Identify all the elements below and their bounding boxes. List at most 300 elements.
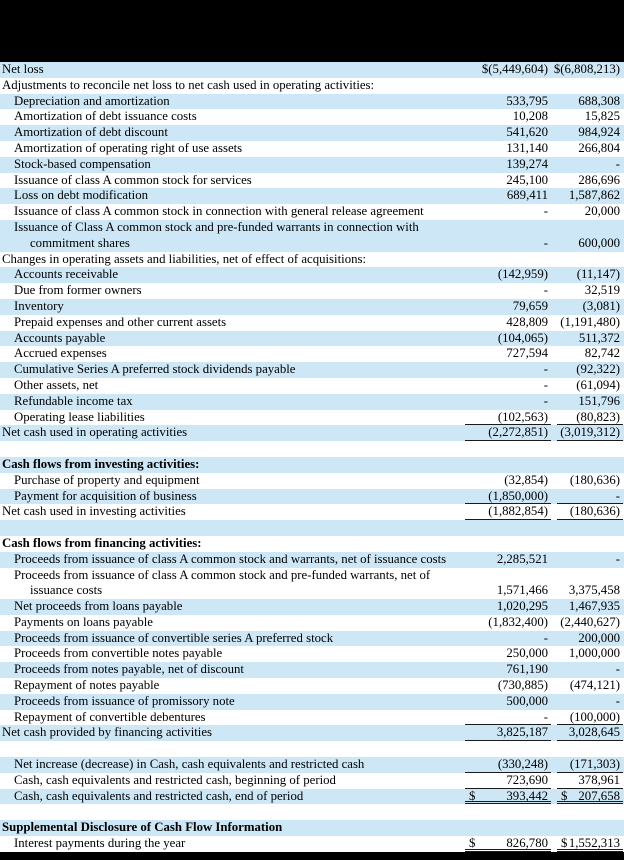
table-row xyxy=(0,331,624,347)
value-cell-c1 xyxy=(465,789,551,805)
value-cell-c2 xyxy=(557,188,623,204)
table-row xyxy=(0,694,624,710)
value-cell-c2 xyxy=(557,394,623,410)
value-text: (2,272,851) xyxy=(488,425,548,440)
value-cell-c2 xyxy=(557,710,623,726)
row-label-line1: Cumulative Series A preferred stock dividends payable xyxy=(14,362,296,377)
row-label-line1: Net cash used in investing activities xyxy=(2,504,186,519)
row-label-line1: Proceeds from issuance of class A common stock and pre-funded warrants, net of xyxy=(14,567,431,582)
row-label xyxy=(0,520,463,536)
row-label-line1: Accounts receivable xyxy=(14,267,119,282)
value-text: - xyxy=(615,488,620,503)
value-cell-c1 xyxy=(465,425,551,441)
value-text: - xyxy=(543,630,548,645)
row-label-line1: Stock-based compensation xyxy=(14,156,151,171)
value-text: (180,636) xyxy=(569,472,620,487)
value-text: $(6,808,213) xyxy=(553,62,620,76)
value-text: 541,620 xyxy=(506,125,548,140)
row-label-line1: Due from former owners xyxy=(14,283,142,298)
row-label-line1: Loss on debt modification xyxy=(14,188,148,203)
value-text: (1,882,854) xyxy=(488,504,548,519)
value-cell-c2 xyxy=(557,252,623,268)
value-cell-c2 xyxy=(557,599,623,615)
value-text: (171,303) xyxy=(569,757,620,772)
row-label-line1: Proceeds from issuance of class A common stock and warrants, net of issuance costs xyxy=(14,551,447,566)
row-label-line1: Operating lease liabilities xyxy=(14,409,145,424)
row-label xyxy=(0,694,463,710)
value-text: 79,659 xyxy=(512,298,548,313)
row-label xyxy=(0,568,463,600)
table-row xyxy=(0,678,624,694)
value-cell-c2 xyxy=(557,820,623,836)
value-cell-c1 xyxy=(465,109,551,125)
value-text: (330,248) xyxy=(497,757,548,772)
value-cell-c1 xyxy=(465,662,551,678)
value-cell-c2 xyxy=(557,583,623,599)
value-cell-c1 xyxy=(465,536,551,552)
spacer-row xyxy=(0,520,624,536)
value-text: (2,440,627) xyxy=(560,614,620,629)
value-cell-c2 xyxy=(557,836,623,852)
value-text: 533,795 xyxy=(506,93,548,108)
value-cell-c2 xyxy=(557,678,623,694)
value-text: - xyxy=(543,235,548,250)
value-cell-c2 xyxy=(557,331,623,347)
value-cell-c1 xyxy=(465,204,551,220)
value-text: 151,796 xyxy=(578,393,620,408)
value-text: 3,375,458 xyxy=(568,583,620,598)
table-row xyxy=(0,94,624,110)
value-cell-c2 xyxy=(557,157,623,173)
value-cell-c2 xyxy=(557,299,623,315)
value-text: (1,850,000) xyxy=(488,488,548,503)
row-label-line1: Net increase (decrease) in Cash, cash equivalents and restricted cash xyxy=(14,757,365,772)
row-label-line1: Issuance of class A common stock in connection with general release agreement xyxy=(14,204,424,219)
value-text: 1,587,862 xyxy=(568,188,620,203)
value-text: (180,636) xyxy=(569,504,620,519)
row-label xyxy=(0,299,463,315)
row-label xyxy=(0,457,463,473)
table-row xyxy=(0,568,624,600)
value-text: (142,959) xyxy=(497,267,548,282)
row-label-line1: Net loss xyxy=(2,62,44,76)
row-label xyxy=(0,141,463,157)
row-label-line1: Changes in operating assets and liabilities, net of effect of acquisitions: xyxy=(2,251,367,266)
value-text: - xyxy=(615,551,620,566)
value-text: 266,804 xyxy=(578,140,620,155)
value-cell-c2 xyxy=(553,62,623,78)
table-row xyxy=(0,425,624,441)
row-label xyxy=(0,710,463,726)
value-cell-c1 xyxy=(465,157,551,173)
value-cell-c1 xyxy=(465,173,551,189)
row-label-line1: Amortization of debt issuance costs xyxy=(14,109,197,124)
value-cell-c1 xyxy=(465,331,551,347)
row-label-line1: Amortization of operating right of use assets xyxy=(14,140,243,155)
value-cell-c1 xyxy=(465,299,551,315)
table-row xyxy=(0,631,624,647)
value-cell-c1 xyxy=(465,378,551,394)
value-cell-c2 xyxy=(557,489,623,505)
row-label-line1: Proceeds from issuance of promissory note xyxy=(14,693,235,708)
row-label xyxy=(0,267,463,283)
value-text: - xyxy=(543,283,548,298)
value-text: (32,854) xyxy=(504,472,548,487)
value-cell-c1 xyxy=(465,346,551,362)
value-text: 1,552,313 xyxy=(568,836,620,851)
dollar-sign: $ xyxy=(469,836,476,851)
value-cell-c2 xyxy=(557,141,623,157)
spacer-row xyxy=(0,741,624,757)
value-text: (474,121) xyxy=(569,678,620,693)
value-text: - xyxy=(615,693,620,708)
value-text: 727,594 xyxy=(506,346,548,361)
table-row xyxy=(0,346,624,362)
value-cell-c2 xyxy=(557,757,623,773)
value-text: 600,000 xyxy=(578,235,620,250)
row-label-line1: Amortization of debt discount xyxy=(14,125,168,140)
table-row xyxy=(0,188,624,204)
value-cell-c1 xyxy=(465,62,551,78)
value-text: - xyxy=(543,362,548,377)
value-text: 3,825,187 xyxy=(496,725,548,740)
value-cell-c2 xyxy=(557,236,623,252)
value-text: 250,000 xyxy=(506,646,548,661)
value-text: 723,690 xyxy=(506,772,548,787)
value-text: 1,467,935 xyxy=(568,599,620,614)
row-label xyxy=(0,820,463,836)
value-text: - xyxy=(543,393,548,408)
value-cell-c2 xyxy=(557,425,623,441)
row-label xyxy=(0,489,463,505)
row-label-line1: Issuance of Class A common stock and pre-funded warrants in connection with xyxy=(14,219,419,234)
value-text: - xyxy=(543,709,548,724)
value-cell-c1 xyxy=(465,694,551,710)
table-row xyxy=(0,315,624,331)
row-label-line1: Issuance of class A common stock for services xyxy=(14,172,252,187)
row-label xyxy=(0,78,463,94)
value-cell-c1 xyxy=(465,441,551,457)
table-row xyxy=(0,410,624,426)
value-text: 1,020,295 xyxy=(496,599,548,614)
row-label xyxy=(0,188,463,204)
row-label-line1: Interest payments during the year xyxy=(14,836,186,851)
row-label xyxy=(0,331,463,347)
row-label xyxy=(0,283,463,299)
row-label xyxy=(0,504,463,520)
value-cell-c1 xyxy=(465,236,551,252)
value-cell-c1 xyxy=(465,836,551,852)
value-cell-c2 xyxy=(557,615,623,631)
value-cell-c2 xyxy=(557,773,623,789)
value-cell-c2 xyxy=(557,125,623,141)
value-cell-c2 xyxy=(557,552,623,568)
value-text: 10,208 xyxy=(512,109,548,124)
value-cell-c2 xyxy=(557,457,623,473)
value-cell-c1 xyxy=(465,410,551,426)
row-label xyxy=(0,220,463,252)
row-label xyxy=(0,109,463,125)
value-text: 139,274 xyxy=(506,156,548,171)
row-label-line1: Payments on loans payable xyxy=(14,614,153,629)
row-label-line1: Refundable income tax xyxy=(14,393,133,408)
spacer-row xyxy=(0,804,624,820)
value-cell-c2 xyxy=(557,520,623,536)
value-cell-c2 xyxy=(557,662,623,678)
table-row xyxy=(0,552,624,568)
value-text: 2,285,521 xyxy=(496,551,548,566)
value-cell-c2 xyxy=(557,694,623,710)
cash-flow-table xyxy=(0,62,624,852)
value-text: 131,140 xyxy=(506,140,548,155)
value-text: $(5,449,604) xyxy=(481,62,548,76)
value-cell-c1 xyxy=(465,394,551,410)
value-cell-c1 xyxy=(465,583,551,599)
value-text: 32,519 xyxy=(584,283,620,298)
value-text: 1,000,000 xyxy=(568,646,620,661)
value-cell-c1 xyxy=(465,283,551,299)
row-label-line1: Cash flows from financing activities: xyxy=(2,535,202,550)
row-label-line2: commitment shares xyxy=(30,235,130,250)
value-cell-c1 xyxy=(465,504,551,520)
value-cell-c1 xyxy=(465,631,551,647)
value-text: 689,411 xyxy=(506,188,548,203)
value-text: 1,571,466 xyxy=(496,583,548,598)
value-cell-c1 xyxy=(465,188,551,204)
value-cell-c1 xyxy=(465,125,551,141)
value-text: (104,065) xyxy=(497,330,548,345)
value-text: (102,563) xyxy=(497,409,548,424)
row-label xyxy=(0,552,463,568)
row-label-line1: Net cash used in operating activities xyxy=(2,425,188,440)
value-cell-c1 xyxy=(465,646,551,662)
row-label-line1: Payment for acquisition of business xyxy=(14,488,197,503)
table-row xyxy=(0,773,624,789)
row-label-line1: Cash, cash equivalents and restricted cash, end of period xyxy=(14,788,304,803)
table-row xyxy=(0,789,624,805)
value-text: 245,100 xyxy=(506,172,548,187)
row-label xyxy=(0,346,463,362)
table-row xyxy=(0,78,624,94)
value-text: 378,961 xyxy=(578,772,620,787)
value-text: 15,825 xyxy=(584,109,620,124)
row-label xyxy=(0,536,463,552)
dollar-sign: $ xyxy=(561,836,568,851)
row-label-line1: Cash flows from investing activities: xyxy=(2,456,200,471)
value-text: 3,028,645 xyxy=(568,725,620,740)
value-cell-c1 xyxy=(465,820,551,836)
value-cell-c2 xyxy=(557,109,623,125)
table-row xyxy=(0,646,624,662)
row-label xyxy=(0,789,463,805)
row-label-line2: issuance costs xyxy=(30,583,103,598)
table-row xyxy=(0,109,624,125)
table-row xyxy=(0,599,624,615)
value-cell-c1 xyxy=(465,520,551,536)
value-text: 688,308 xyxy=(578,93,620,108)
value-text: 286,696 xyxy=(578,172,620,187)
value-cell-c2 xyxy=(557,362,623,378)
value-cell-c2 xyxy=(557,346,623,362)
value-cell-c1 xyxy=(465,315,551,331)
value-cell-c2 xyxy=(557,410,623,426)
value-cell-c1 xyxy=(465,599,551,615)
value-cell-c1 xyxy=(465,757,551,773)
value-text: 393,442 xyxy=(506,788,548,803)
value-cell-c1 xyxy=(465,267,551,283)
value-cell-c2 xyxy=(557,78,623,94)
table-row xyxy=(0,725,624,741)
row-label xyxy=(0,441,463,457)
value-text: (1,191,480) xyxy=(560,314,620,329)
row-label-line1: Net cash provided by financing activities xyxy=(2,725,213,740)
value-cell-c2 xyxy=(557,646,623,662)
row-label-line1: Accounts payable xyxy=(14,330,106,345)
value-text: 761,190 xyxy=(506,662,548,677)
redaction-mask-bottom xyxy=(0,852,624,860)
value-cell-c2 xyxy=(557,94,623,110)
value-text: (730,885) xyxy=(497,678,548,693)
value-cell-c1 xyxy=(465,78,551,94)
value-cell-c2 xyxy=(557,741,623,757)
value-text: - xyxy=(615,156,620,171)
table-row xyxy=(0,267,624,283)
value-cell-c2 xyxy=(557,378,623,394)
value-cell-c1 xyxy=(465,362,551,378)
dollar-sign: $ xyxy=(561,788,568,803)
row-label xyxy=(0,836,463,852)
value-text: - xyxy=(543,377,548,392)
value-cell-c1 xyxy=(465,552,551,568)
row-label-line1: Proceeds from convertible notes payable xyxy=(14,646,223,661)
value-text: 984,924 xyxy=(578,125,620,140)
row-label xyxy=(0,615,463,631)
table-row xyxy=(0,220,624,252)
value-cell-c1 xyxy=(465,773,551,789)
table-row xyxy=(0,836,624,852)
table-row xyxy=(0,378,624,394)
table-row xyxy=(0,394,624,410)
value-text: 428,809 xyxy=(506,314,548,329)
spacer-row xyxy=(0,441,624,457)
value-cell-c2 xyxy=(557,315,623,331)
table-row xyxy=(0,362,624,378)
table-row xyxy=(0,173,624,189)
row-label xyxy=(0,678,463,694)
value-text: 82,742 xyxy=(584,346,620,361)
row-label-line1: Repayment of notes payable xyxy=(14,678,160,693)
value-text: - xyxy=(615,662,620,677)
value-cell-c2 xyxy=(557,204,623,220)
value-cell-c2 xyxy=(557,536,623,552)
row-label-line1: Other assets, net xyxy=(14,377,99,392)
table-row xyxy=(0,204,624,220)
value-cell-c2 xyxy=(557,504,623,520)
row-label xyxy=(0,125,463,141)
table-row xyxy=(0,252,624,268)
value-text: 200,000 xyxy=(578,630,620,645)
row-label xyxy=(0,662,463,678)
row-label xyxy=(0,362,463,378)
value-text: (3,081) xyxy=(582,298,620,313)
value-text: (80,823) xyxy=(576,409,620,424)
table-row xyxy=(0,536,624,552)
row-label-line1: Net proceeds from loans payable xyxy=(14,599,183,614)
row-label-line1: Depreciation and amortization xyxy=(14,93,170,108)
value-cell-c2 xyxy=(557,283,623,299)
redaction-mask-top xyxy=(0,0,624,62)
row-label xyxy=(0,473,463,489)
row-label xyxy=(0,631,463,647)
value-cell-c2 xyxy=(557,789,623,805)
row-label xyxy=(0,204,463,220)
row-label xyxy=(0,173,463,189)
table-row xyxy=(0,141,624,157)
value-cell-c1 xyxy=(465,615,551,631)
value-cell-c2 xyxy=(557,804,623,820)
row-label-line1: Repayment of convertible debentures xyxy=(14,709,206,724)
row-label-line1: Adjustments to reconcile net loss to net cash used in operating activities: xyxy=(2,77,375,92)
value-text: (11,147) xyxy=(576,267,620,282)
value-cell-c1 xyxy=(465,489,551,505)
value-cell-c1 xyxy=(465,678,551,694)
value-cell-c2 xyxy=(557,725,623,741)
table-row xyxy=(0,62,624,78)
value-cell-c1 xyxy=(465,473,551,489)
row-label xyxy=(0,773,463,789)
value-text: 511,372 xyxy=(578,330,620,345)
value-cell-c1 xyxy=(465,252,551,268)
value-cell-c1 xyxy=(465,141,551,157)
value-cell-c1 xyxy=(465,725,551,741)
value-cell-c2 xyxy=(557,267,623,283)
row-label xyxy=(0,62,463,78)
value-cell-c1 xyxy=(465,741,551,757)
value-cell-c2 xyxy=(557,473,623,489)
row-label-line1: Proceeds from notes payable, net of discount xyxy=(14,662,244,677)
row-label xyxy=(0,157,463,173)
row-label-line1: Proceeds from issuance of convertible series A preferred stock xyxy=(14,630,334,645)
row-label-line1: Purchase of property and equipment xyxy=(14,472,200,487)
table-row xyxy=(0,662,624,678)
table-row xyxy=(0,820,624,836)
value-text: (92,322) xyxy=(576,362,620,377)
value-text: 20,000 xyxy=(584,204,620,219)
value-cell-c2 xyxy=(557,173,623,189)
row-label xyxy=(0,725,463,741)
value-text: (100,000) xyxy=(569,709,620,724)
table-row xyxy=(0,157,624,173)
value-cell-c2 xyxy=(557,441,623,457)
row-label-line1: Accrued expenses xyxy=(14,346,107,361)
table-row xyxy=(0,710,624,726)
table-row xyxy=(0,283,624,299)
row-label xyxy=(0,599,463,615)
row-label xyxy=(0,94,463,110)
row-label xyxy=(0,804,463,820)
row-label xyxy=(0,315,463,331)
row-label xyxy=(0,741,463,757)
value-text: (61,094) xyxy=(576,377,620,392)
dollar-sign: $ xyxy=(469,788,476,803)
value-cell-c1 xyxy=(465,804,551,820)
row-label-line1: Supplemental Disclosure of Cash Flow Information xyxy=(2,820,283,835)
row-label xyxy=(0,757,463,773)
value-text: 207,658 xyxy=(578,788,620,803)
table-row xyxy=(0,615,624,631)
value-text: (1,832,400) xyxy=(488,614,548,629)
row-label xyxy=(0,394,463,410)
